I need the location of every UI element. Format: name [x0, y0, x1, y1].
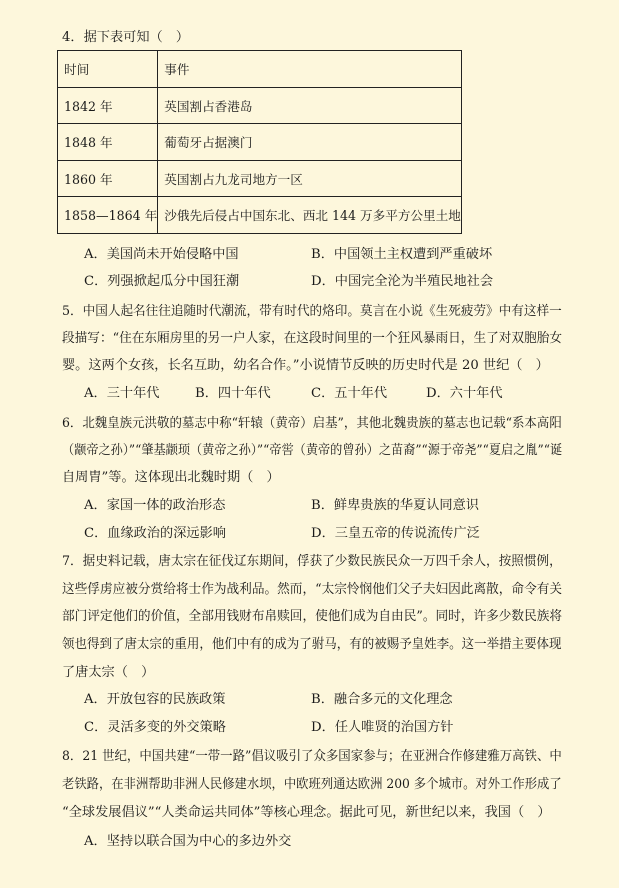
q5-option-d: D．六十年代 — [426, 386, 503, 401]
q4-option-a: A．美国尚未开始侵略中国 — [84, 247, 239, 262]
table-cell-time: 1842 年 — [58, 87, 158, 124]
q6-option-b: B．鲜卑贵族的华夏认同意识 — [311, 498, 479, 513]
q6-line-2: （颛帝之孙）”“肇基颛顼（黄帝之孙）”“帝喾（黄帝的曾孙）之苗裔”“源于帝尧”“夏启之胤”“诞 — [62, 443, 563, 458]
table-cell-event: 英国割占九龙司地方一区 — [158, 160, 462, 197]
q7-option-d: D．任人唯贤的治国方针 — [311, 720, 454, 735]
q5-line-2: 段描写：“住在东厢房里的另一户人家，在这段时间里的一个狂风暴雨日，生了对双胞胎女 — [62, 331, 563, 346]
q7-line-5: 了唐太宗（ ） — [62, 665, 155, 680]
q8-line-3: “全球发展倡议”“人类命运共同体”等核心理念。据此可见，新世纪以来，我国（ ） — [62, 805, 551, 820]
q6-option-c: C．血缘政治的深远影响 — [84, 526, 226, 541]
q7-option-c: C．灵活多变的外交策略 — [84, 720, 226, 735]
table-header-time: 时间 — [58, 51, 158, 88]
q5-option-b: B．四十年代 — [195, 386, 271, 401]
q4-option-c: C．列强掀起瓜分中国狂潮 — [84, 274, 240, 289]
q6-line-1: 6．北魏皇族元洪敬的墓志中称“轩辕（黄帝）启基”，其他北魏贵族的墓志也记载“系本高阳 — [62, 416, 562, 431]
q6-option-d: D．三皇五帝的传说流传广泛 — [311, 526, 480, 541]
q7-option-a: A．开放包容的民族政策 — [84, 692, 226, 707]
q5-option-a: A．三十年代 — [84, 386, 160, 401]
q4-table — [57, 50, 462, 234]
q8-line-2: 老铁路，在非洲帮助非洲人民修建水坝，中欧班列通达欧洲 200 多个城市。对外工作形成了 — [62, 777, 562, 792]
q5-option-c: C．五十年代 — [311, 386, 388, 401]
table-row — [58, 197, 462, 234]
table-header-event: 事件 — [158, 51, 462, 88]
table-header-row — [58, 51, 462, 88]
q7-line-4: 领也得到了唐太宗的重用，他们中有的成为了驸马，有的被赐予皇姓李。这一举措主要体现 — [62, 637, 562, 652]
q4-stem: 4．据下表可知（ ） — [62, 30, 190, 45]
q7-option-b: B．融合多元的文化理念 — [311, 692, 453, 707]
q8-option-a: A．坚持以联合国为中心的多边外交 — [84, 834, 292, 849]
table-cell-event: 沙俄先后侵占中国东北、西北 144 万多平方公里土地 — [158, 197, 462, 234]
table-cell-time: 1848 年 — [58, 124, 158, 161]
table-cell-time: 1858—1864 年 — [58, 197, 158, 234]
table-row — [58, 160, 462, 197]
table-row — [58, 87, 462, 124]
table-cell-event: 葡萄牙占据澳门 — [158, 124, 462, 161]
q6-line-3: 自周胄”等。这体现出北魏时期（ ） — [62, 470, 280, 485]
q5-line-3: 婴。这两个女孩，长名互助，幼名合作。”小说情节反映的历史时代是 20 世纪（ ） — [62, 358, 549, 373]
q4-option-d: D．中国完全沦为半殖民地社会 — [311, 274, 494, 289]
table-cell-event: 英国割占香港岛 — [158, 87, 462, 124]
q7-line-2: 这些俘虏应被分赏给将士作为战利品。然而，“太宗怜悯他们父子夫妇因此离散，命令有关 — [62, 582, 563, 597]
q8-line-1: 8．21 世纪，中国共建“一带一路”倡议吸引了众多国家参与；在亚洲合作修建雅万高铁、中 — [62, 749, 562, 764]
q7-line-3: 部门评定他们的价值，全部用钱财布帛赎回，使他们成为自由民”。同时，许多少数民族将 — [62, 609, 563, 624]
table-row — [58, 124, 462, 161]
table-cell-time: 1860 年 — [58, 160, 158, 197]
q6-option-a: A．家国一体的政治形态 — [84, 498, 226, 513]
q4-option-b: B．中国领土主权遭到严重破坏 — [311, 247, 493, 262]
q7-line-1: 7．据史料记载，唐太宗在征伐辽东期间，俘获了少数民族民众一万四千余人，按照惯例， — [62, 554, 562, 569]
q5-line-1: 5．中国人起名往往追随时代潮流，带有时代的烙印。莫言在小说《生死疲劳》中有这样一 — [62, 304, 562, 319]
